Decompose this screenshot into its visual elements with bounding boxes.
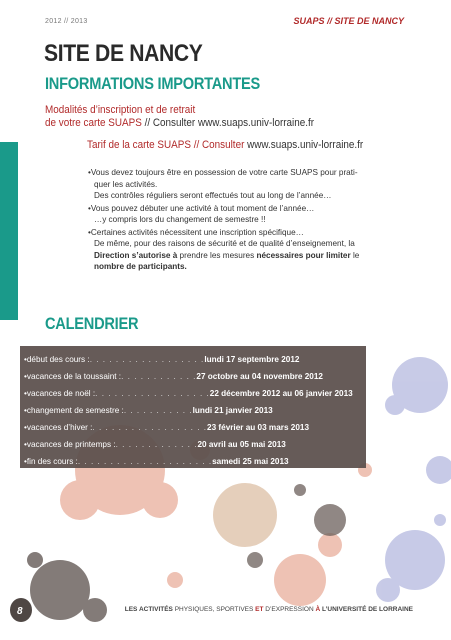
calendar-value: samedi 25 mai 2013	[212, 457, 289, 466]
leader-dots: . . . . . . . . . . . . . . . . . .	[89, 355, 205, 364]
bullet-inscription	[88, 227, 388, 273]
leader-dots: . . . . . . . . . . . .	[121, 372, 197, 381]
leader-dots: . . . . . . . . . . . . . . . . . .	[95, 389, 210, 398]
tarif-line	[87, 139, 363, 151]
bold-text: Direction s’autorise à	[94, 250, 178, 260]
bullet-line: …y compris lors du changement de semestre !!	[94, 215, 266, 224]
modalites-link-text[interactable]: // Consulter www.suaps.univ-lorraine.fr	[141, 117, 315, 129]
modalites-line-2	[45, 117, 314, 130]
leader-dots: . . . . . . . . . . .	[123, 406, 193, 415]
footer-text	[125, 606, 413, 613]
calendar-label: •vacances de printemps :	[24, 440, 116, 449]
calendar-value: lundi 21 janvier 2013	[192, 406, 273, 415]
running-header: SUAPS // SITE DE NANCY	[293, 16, 404, 26]
leader-dots: . . . . . . . . . . . . . . . . . . . . .	[77, 457, 213, 466]
bullet-line: Des contrôles réguliers seront effectués tout au long de l’année…	[94, 191, 332, 200]
bullet-line: •Vous devez toujours être en possession de votre carte SUAPS pour prati-	[88, 168, 358, 177]
bold-text: nombre de participants.	[94, 262, 187, 271]
bullet-line: •Certaines activités nécessitent une inscription spécifique…	[88, 227, 304, 237]
calendar-heading: CALENDRIER	[45, 314, 139, 333]
calendar-row	[24, 406, 273, 415]
calendar-value: 23 février au 03 mars 2013	[207, 423, 309, 432]
page-number: 8	[17, 606, 23, 617]
leader-dots: . . . . . . . . . . . . .	[115, 440, 198, 449]
footer-part: À	[315, 606, 321, 613]
calendar-label: •vacances de noël :	[24, 389, 96, 398]
bullet-line: quer les activités.	[94, 179, 158, 189]
footer-part: D’EXPRESSION	[263, 606, 316, 613]
leader-dots: . . . . . . . . . . . . . . . . . .	[92, 423, 208, 432]
page-title: SITE DE NANCY	[44, 40, 203, 67]
school-year: 2012 // 2013	[45, 18, 88, 25]
calendar-value: 22 décembre 2012 au 06 janvier 2013	[209, 389, 353, 398]
calendar-value: lundi 17 septembre 2012	[204, 355, 300, 364]
footer-part: LES ACTIVITÉS	[124, 606, 173, 613]
side-accent-bar	[0, 142, 18, 320]
bullet-line	[88, 250, 388, 262]
calendar-label: •vacances de la toussaint :	[24, 372, 122, 381]
footer-part: L’UNIVERSITÉ DE LORRAINE	[320, 606, 413, 613]
calendar-row	[24, 372, 323, 381]
bullet-line	[88, 261, 388, 273]
footer-part: PHYSIQUES, SPORTIVES	[172, 606, 256, 613]
plain-text: prendre les mesures	[177, 250, 257, 260]
info-bullets	[88, 167, 388, 273]
calendar-value: 27 octobre au 04 novembre 2012	[196, 372, 323, 381]
bullet-debut	[88, 203, 388, 226]
calendar-label: •début des cours :	[24, 355, 90, 364]
calendar-row	[24, 457, 289, 466]
bold-text: nécessaires pour limiter	[256, 250, 351, 260]
plain-text: le	[350, 250, 360, 260]
calendar-label: •fin des cours :	[24, 457, 78, 466]
tarif-link[interactable]: www.suaps.univ-lorraine.fr	[244, 139, 364, 151]
calendar-row	[24, 355, 299, 364]
calendar-label: •changement de semestre :	[24, 406, 124, 415]
bullet-line: De même, pour des raisons de sécurité et de qualité d’enseignement, la	[94, 239, 355, 248]
modalites-red-text: de votre carte SUAPS	[45, 117, 142, 129]
modalites-line-1: Modalités d’inscription et de retrait	[45, 104, 196, 116]
bullet-carte	[88, 167, 388, 202]
calendar-label: •vacances d’hiver :	[24, 423, 93, 432]
footer-part: ET	[255, 606, 264, 613]
calendar-row	[24, 440, 286, 449]
bullet-line: •Vous pouvez débuter une activité à tout moment de l’année…	[88, 203, 315, 213]
section-heading: INFORMATIONS IMPORTANTES	[45, 74, 260, 93]
calendar-row	[24, 389, 353, 398]
calendar-row	[24, 423, 309, 432]
tarif-red-text: Tarif de la carte SUAPS // Consulter	[87, 139, 245, 151]
calendar-value: 20 avril au 05 mai 2013	[197, 440, 286, 449]
modalites-paragraph	[45, 104, 314, 130]
